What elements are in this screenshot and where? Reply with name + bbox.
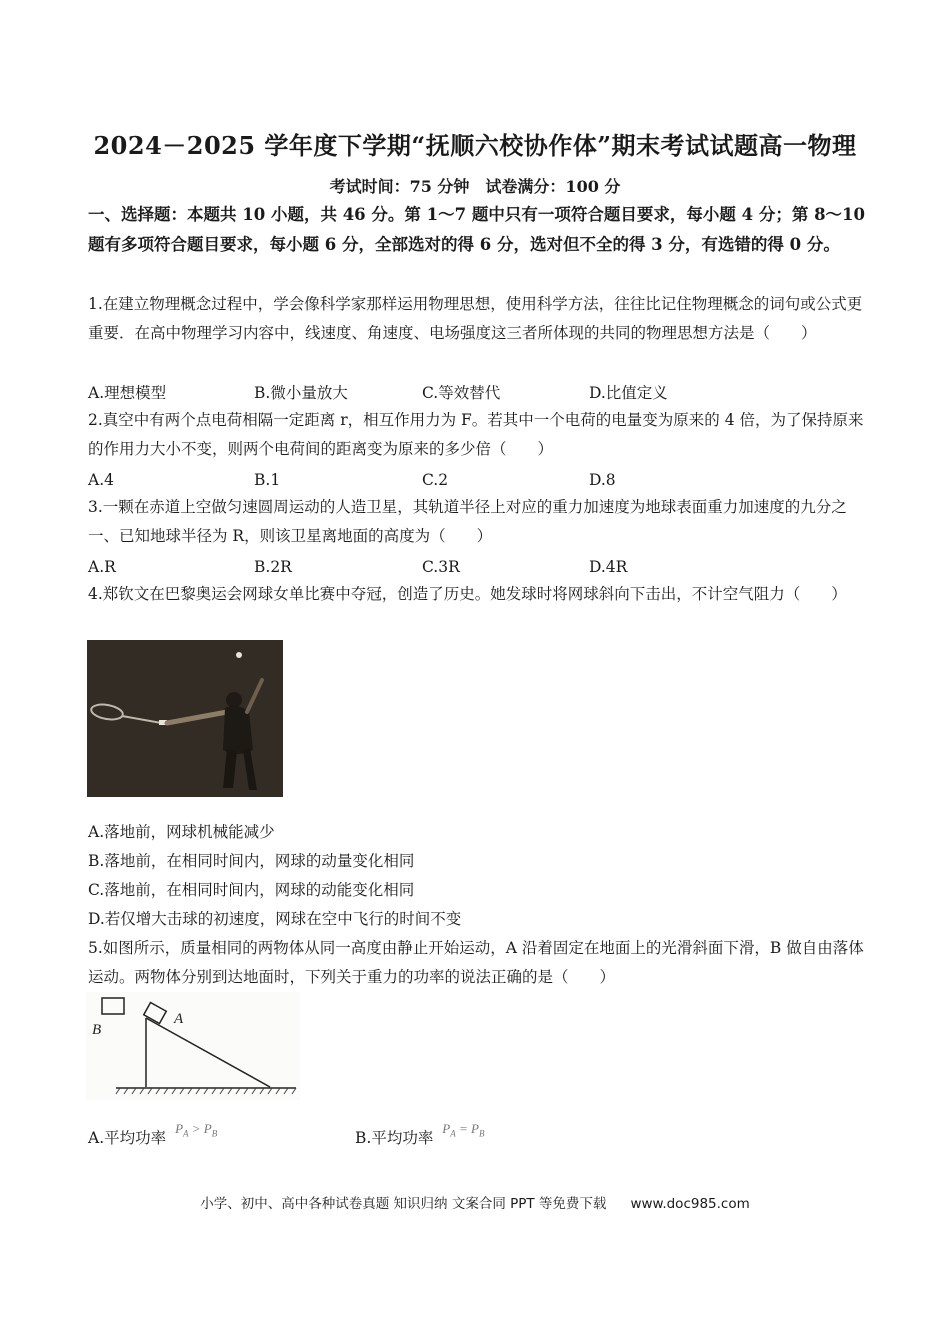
- question-5-option-b-formula: PA = PB: [442, 1121, 485, 1139]
- exam-time-info: 考试时间：75 分钟 试卷满分：100 分: [329, 177, 621, 196]
- question-5-stem: 5.如图所示，质量相同的两物体从同一高度由静止开始运动，A 沿着固定在地面上的光滑斜面下滑，B 做自由落体运动。两物体分别到达地面时，下列关于重力的功率的说法正确的是（ ）: [88, 939, 864, 986]
- question-5-option-b-label: B.平均功率: [355, 1129, 434, 1147]
- page-footer: [0, 1192, 950, 1212]
- footer-url[interactable]: www.doc985.com: [630, 1196, 750, 1212]
- question-2-option-d: D.8: [589, 471, 616, 489]
- question-1-option-c: C.等效替代: [422, 384, 501, 402]
- tennis-player-photo: [87, 640, 283, 797]
- question-4-stem: 4.郑钦文在巴黎奥运会网球女单比赛中夺冠，创造了历史。她发球时将网球斜向下击出，不计空气阻力（ ）: [88, 585, 847, 603]
- question-5-option-a-label: A.平均功率: [88, 1129, 167, 1147]
- question-3-option-a: A.R: [88, 558, 116, 576]
- question-3-stem: 3.一颗在赤道上空做匀速圆周运动的人造卫星，其轨道半径上对应的重力加速度为地球表面重力加速度的九分之一、已知地球半径为 R，则该卫星离地面的高度为（ ）: [88, 498, 847, 545]
- question-5-option-a-formula: PA > PB: [175, 1121, 218, 1139]
- exam-title: 2024－2025 学年度下学期“抚顺六校协作体”期末考试试题高一物理: [93, 131, 857, 160]
- question-1-stem: 1.在建立物理概念过程中，学会像科学家那样运用物理思想，使用科学方法，往往比记住物理概念的词句或公式更重要．在高中物理学习内容中，线速度、角速度、电场强度这三者所体现的共同的物理思想方法是（ ）: [88, 295, 863, 342]
- question-5-option-a: [88, 1121, 218, 1154]
- question-1-option-d: D.比值定义: [589, 384, 668, 402]
- label-a: A: [174, 1011, 184, 1027]
- question-4-option-c: C.落地前，在相同时间内，网球的动能变化相同: [88, 881, 415, 899]
- question-4-option-d: D.若仅增大击球的初速度，网球在空中飞行的时间不变: [88, 910, 462, 928]
- footer-text: 小学、初中、高中各种试卷真题 知识归纳 文案合同 PPT 等免费下载: [200, 1196, 607, 1212]
- question-2-stem: 2.真空中有两个点电荷相隔一定距离 r，相互作用力为 F。若其中一个电荷的电量变为原来的 4 倍，为了保持原来的作用力大小不变，则两个电荷间的距离变为原来的多少倍（ ）: [88, 411, 864, 458]
- question-2-option-a: A.4: [88, 471, 114, 489]
- question-1-option-b: B.微小量放大: [254, 384, 348, 402]
- question-3-option-b: B.2R: [254, 558, 292, 576]
- question-3-option-c: C.3R: [422, 558, 460, 576]
- question-1-option-a: A.理想模型: [88, 384, 167, 402]
- question-2-option-c: C.2: [422, 471, 449, 489]
- question-4-option-a: A.落地前，网球机械能减少: [88, 823, 275, 841]
- question-2-option-b: B.1: [254, 471, 281, 489]
- question-5-option-b: [355, 1121, 485, 1154]
- question-4-option-b: B.落地前，在相同时间内，网球的动量变化相同: [88, 852, 415, 870]
- incline-diagram: [86, 992, 300, 1100]
- section-instructions: 一、选择题：本题共 10 小题，共 46 分。第 1～7 题中只有一项符合题目要求，每小题 4 分；第 8～10 题有多项符合题目要求，每小题 6 分，全部选对的得 6 分，选对但不全的得 3 分，有选错的得 0 分。: [88, 205, 866, 254]
- label-b: B: [92, 1022, 102, 1038]
- question-3-option-d: D.4R: [589, 558, 628, 576]
